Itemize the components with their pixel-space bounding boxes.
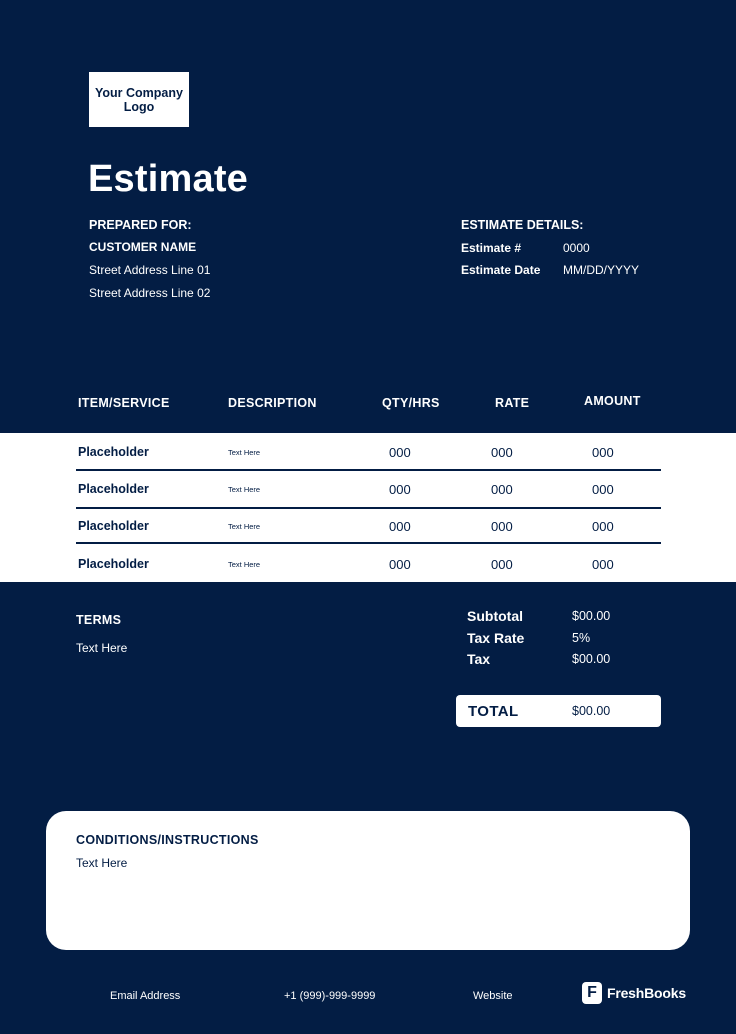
line-items-table	[0, 433, 736, 582]
table-row	[0, 557, 736, 594]
description-cell: Text Here	[228, 560, 261, 569]
description-cell: Text Here	[228, 485, 261, 494]
customer-name: CUSTOMER NAME	[89, 240, 197, 254]
tax-value: $00.00	[572, 652, 611, 666]
table-row	[0, 519, 736, 556]
qty-cell: 000	[389, 519, 411, 534]
column-header-rate: RATE	[495, 396, 530, 410]
column-header-description: DESCRIPTION	[228, 396, 317, 410]
tax-label: Tax	[467, 651, 491, 667]
column-header-amount: AMOUNT	[584, 394, 641, 408]
rate-cell: 000	[491, 482, 513, 497]
terms-heading: TERMS	[76, 613, 122, 627]
row-divider	[76, 542, 661, 544]
address-line-2: Street Address Line 02	[89, 286, 211, 300]
rate-cell: 000	[491, 557, 513, 572]
qty-cell: 000	[389, 445, 411, 460]
tax-rate-label: Tax Rate	[467, 630, 525, 646]
freshbooks-icon: F	[582, 982, 602, 1004]
estimate-details-heading: ESTIMATE DETAILS:	[461, 218, 584, 232]
rate-cell: 000	[491, 445, 513, 460]
page-title: Estimate	[88, 158, 249, 200]
total-box	[456, 695, 661, 727]
footer-phone: +1 (999)-999-9999	[284, 990, 376, 1002]
row-divider	[76, 507, 661, 509]
column-header-item: ITEM/SERVICE	[78, 396, 170, 410]
table-row	[0, 482, 736, 519]
total-value: $00.00	[572, 704, 611, 718]
rate-cell: 000	[491, 519, 513, 534]
row-divider	[76, 469, 661, 471]
total-label: TOTAL	[468, 703, 519, 720]
item-cell: Placeholder	[78, 557, 149, 571]
conditions-panel	[46, 811, 690, 950]
estimate-date-label: Estimate Date	[461, 263, 541, 277]
amount-cell: 000	[592, 482, 614, 497]
prepared-for-heading: PREPARED FOR:	[89, 218, 192, 232]
footer-email: Email Address	[110, 990, 181, 1002]
address-line-1: Street Address Line 01	[89, 263, 211, 277]
amount-cell: 000	[592, 557, 614, 572]
footer-website: Website	[473, 990, 513, 1002]
freshbooks-logo	[582, 982, 686, 1004]
qty-cell: 000	[389, 557, 411, 572]
item-cell: Placeholder	[78, 519, 149, 533]
column-header-qty: QTY/HRS	[382, 396, 440, 410]
item-cell: Placeholder	[78, 482, 149, 496]
estimate-date-value: MM/DD/YYYY	[563, 263, 640, 277]
description-cell: Text Here	[228, 522, 261, 531]
company-logo-placeholder	[89, 72, 189, 127]
description-cell: Text Here	[228, 448, 261, 457]
subtotal-label: Subtotal	[467, 608, 523, 624]
estimate-number-label: Estimate #	[461, 241, 522, 255]
estimate-number-value: 0000	[563, 241, 590, 255]
item-cell: Placeholder	[78, 445, 149, 459]
qty-cell: 000	[389, 482, 411, 497]
amount-cell: 000	[592, 519, 614, 534]
conditions-heading: CONDITIONS/INSTRUCTIONS	[76, 833, 259, 847]
amount-cell: 000	[592, 445, 614, 460]
conditions-text: Text Here	[76, 856, 128, 870]
tax-rate-value: 5%	[572, 631, 591, 645]
company-logo-text: Your Company Logo	[95, 85, 183, 114]
freshbooks-wordmark: FreshBooks	[607, 985, 686, 1001]
terms-text: Text Here	[76, 641, 128, 655]
table-row	[0, 445, 736, 482]
subtotal-value: $00.00	[572, 609, 611, 623]
